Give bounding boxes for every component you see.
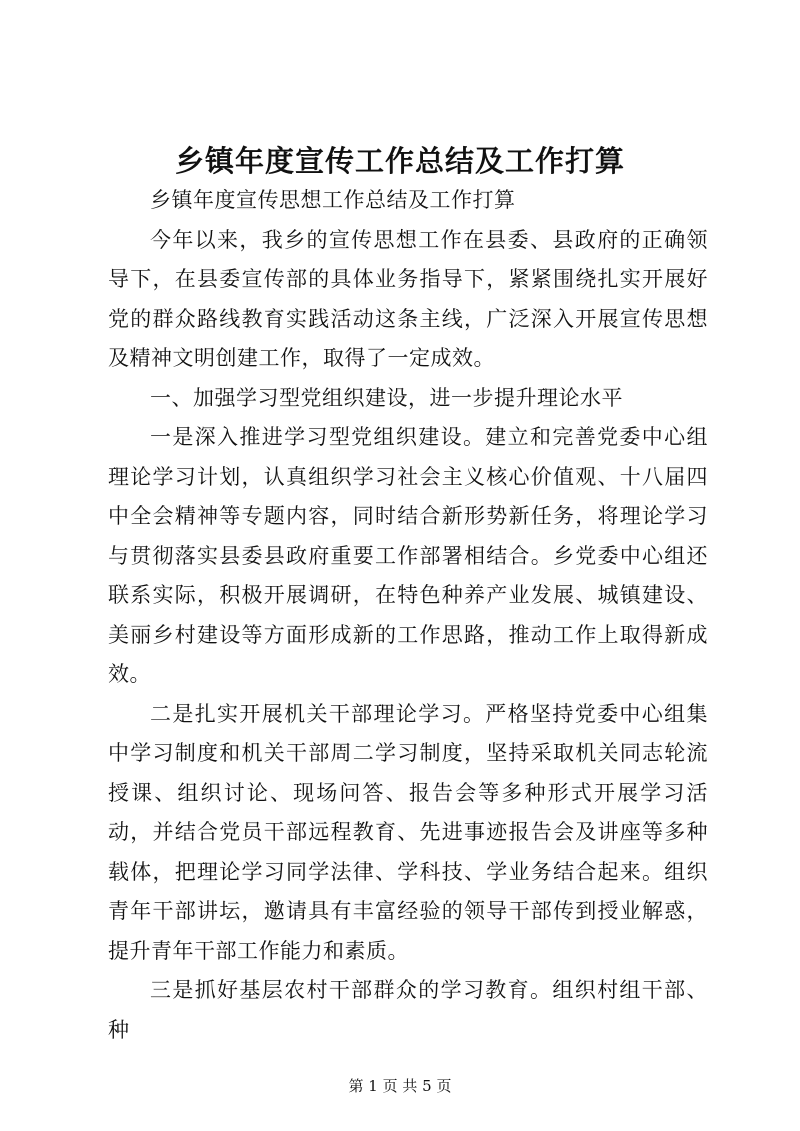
document-title: 乡镇年度宣传工作总结及工作打算 xyxy=(174,144,625,178)
body-paragraph: 三是抓好基层农村干部群众的学习教育。组织村组干部、种 xyxy=(108,978,708,1042)
subtitle-paragraph: 乡镇年度宣传思想工作总结及工作打算 xyxy=(150,188,516,212)
body-paragraph: 二是扎实开展机关干部理论学习。严格坚持党委中心组集中学习制度和机关干部周二学习制度，坚持采取机关同志轮流授课、组织讨论、现场问答、报告会等多种形式开展学习活动，并结合党员干部远程教育、先进事迹报告会及讲座等多种载体，把理论学习同学法律、学科技、学业务结合起来。组织青年干部讲坛，邀请具有丰富经验的领导干部传到授业解惑，提升青年干部工作能力和素质。 xyxy=(108,701,708,963)
page-footer: 第 1 页 共 5 页 xyxy=(348,1077,452,1095)
document-body xyxy=(108,181,708,1050)
intro-paragraph: 今年以来，我乡的宣传思想工作在县委、县政府的正确领导下，在县委宣传部的具体业务指导下，紧紧围绕扎实开展好党的群众路线教育实践活动这条主线，广泛深入开展宣传思想及精神文明创建工作，取得了一定成效。 xyxy=(108,227,708,370)
section-heading: 一、加强学习型党组织建设，进一步提升理论水平 xyxy=(150,385,623,410)
body-paragraph: 一是深入推进学习型党组织建设。建立和完善党委中心组理论学习计划，认真组织学习社会主义核心价值观、十八届四中全会精神等专题内容，同时结合新形势新任务，将理论学习与贯彻落实县委县政府重要工作部署相结合。乡党委中心组还联系实际，积极开展调研，在特色种养产业发展、城镇建设、美丽乡村建设等方面形成新的工作思路，推动工作上取得新成效。 xyxy=(108,425,708,686)
